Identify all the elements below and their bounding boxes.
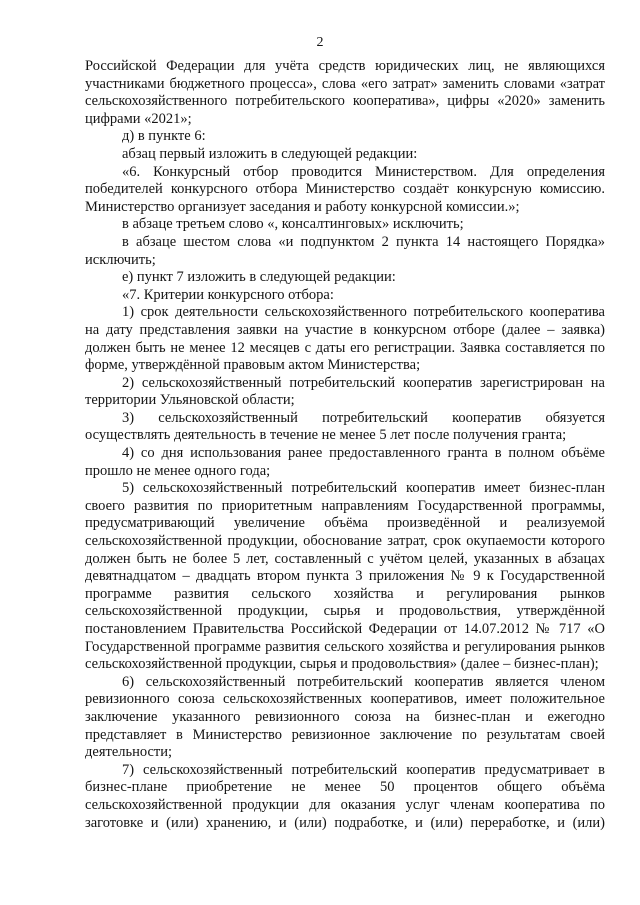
page-number: 2 (316, 35, 324, 50)
document-body (85, 58, 605, 832)
paragraph: «6. Конкурсный отбор проводится Министерством. Для определения победителей конкурсного отбора Министерство создаёт конкурсную комиссию. Министерство организует заседания и работу конкурсной комиссии.»; (85, 163, 605, 215)
paragraph: 1) срок деятельности сельскохозяйственного потребительского кооператива на дату представления заявки на участие в конкурсном отборе (далее – заявка) должен быть не менее 12 месяцев с даты его регистрации. Заявка составляется по форме, утверждённой правовым актом Министерства; (85, 304, 605, 374)
paragraph: 6) сельскохозяйственный потребительский кооператив является членом ревизионного союза сельскохозяйственных кооперативов, имеет положительное заключение указанного ревизионного союза на бизнес-план и ежегодно представляет в Министерство ревизионное заключение по результатам своей деятельности; (85, 673, 605, 761)
paragraph: Российской Федерации для учёта средств юридических лиц, не являющихся участниками бюджетного процесса», слова «его затрат» заменить словами «затрат сельскохозяйственного потребительского кооператива», цифры «2020» заменить цифрами «2021»; (85, 58, 605, 127)
paragraph: 3) сельскохозяйственный потребительский кооператив обязуется осуществлять деятельность в течение не менее 5 лет после получения гранта; (85, 409, 605, 444)
paragraph: 5) сельскохозяйственный потребительский кооператив имеет бизнес-план своего развития по приоритетным направлениям Государственной программы, предусматривающий увеличение объёма произведённой и реализуемой сельскохозяйственной продукции, обоснование затрат, срок окупаемости которого должен быть не более 5 лет, составленный с учётом целей, указанных в абзацах девятнадцатом – двадцать втором пункта 3 приложения № 9 к Государственной программе развития сельского хозяйства и регулирования рынков сельскохозяйственной продукции, сырья и продовольствия, утверждённой постановлением Правительства Российской Федерации от 14.07.2012 № 717 «О Государственной программе развития сельского хозяйства и регулирования рынков сельскохозяйственной продукции, сырья и продовольствия» (далее – бизнес-план); (85, 480, 605, 673)
paragraph: «7. Критерии конкурсного отбора: (122, 286, 334, 303)
paragraph: 7) сельскохозяйственный потребительский кооператив предусматривает в бизнес-плане приобретение не менее 50 процентов общего объёма сельскохозяйственной продукции для оказания услуг членам кооператива по заготовке и (или) хранению, и (или) подработке, и (или) переработке, и (или) (85, 761, 605, 831)
paragraph: 2) сельскохозяйственный потребительский кооператив зарегистрирован на территории Ульяновской области; (85, 374, 605, 409)
paragraph: абзац первый изложить в следующей редакции: (122, 145, 418, 162)
paragraph: е) пункт 7 изложить в следующей редакции: (122, 269, 396, 286)
paragraph: в абзаце шестом слова «и подпунктом 2 пункта 14 настоящего Порядка» исключить; (85, 233, 605, 268)
paragraph: 4) со дня использования ранее предоставленного гранта в полном объёме прошло не менее одного года; (85, 445, 605, 479)
paragraph: в абзаце третьем слово «, консалтинговых» исключить; (122, 216, 464, 233)
paragraph: д) в пункте 6: (122, 128, 206, 145)
